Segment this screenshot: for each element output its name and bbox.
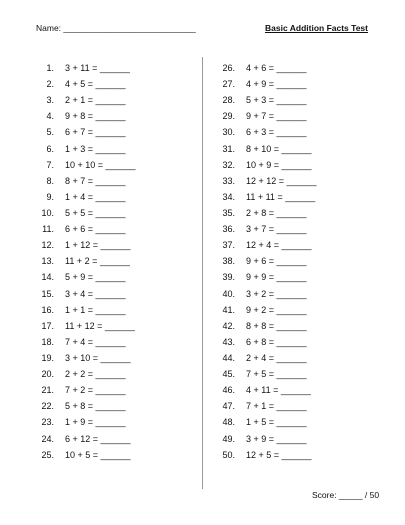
problem-number: 39. bbox=[222, 272, 235, 283]
problem-number: 40. bbox=[222, 288, 235, 299]
problem-expression[interactable]: 11 + 11 = ______ bbox=[246, 191, 316, 202]
name-field-label: Name: ____________________________ bbox=[36, 23, 196, 33]
problem-expression[interactable]: 7 + 2 = ______ bbox=[65, 385, 126, 396]
problem-expression[interactable]: 12 + 4 = ______ bbox=[246, 240, 312, 251]
problem-expression[interactable]: 5 + 9 = ______ bbox=[65, 272, 126, 283]
problem-expression[interactable]: 8 + 10 = ______ bbox=[246, 143, 312, 154]
problem-expression[interactable]: 1 + 4 = ______ bbox=[65, 191, 126, 202]
problem-expression[interactable]: 9 + 9 = ______ bbox=[246, 272, 307, 283]
problem-expression[interactable]: 10 + 5 = ______ bbox=[65, 449, 131, 460]
problem-expression[interactable]: 3 + 2 = ______ bbox=[246, 288, 307, 299]
problem-number: 32. bbox=[222, 159, 235, 170]
problem-number: 30. bbox=[222, 127, 235, 138]
problem-expression[interactable]: 11 + 12 = ______ bbox=[65, 320, 135, 331]
problem-expression[interactable]: 2 + 1 = ______ bbox=[65, 95, 126, 106]
problem-expression[interactable]: 5 + 5 = ______ bbox=[65, 207, 126, 218]
problem-number: 22. bbox=[41, 401, 54, 412]
problem-number: 27. bbox=[222, 79, 235, 90]
problem-expression[interactable]: 9 + 8 = ______ bbox=[65, 111, 126, 122]
problem-number: 37. bbox=[222, 240, 235, 251]
problem-expression[interactable]: 9 + 6 = ______ bbox=[246, 256, 307, 267]
problem-expression[interactable]: 3 + 7 = ______ bbox=[246, 224, 307, 235]
problem-number: 13. bbox=[41, 256, 54, 267]
problem-expression[interactable]: 3 + 11 = ______ bbox=[65, 63, 130, 73]
problem-number: 46. bbox=[222, 385, 235, 396]
problem-number: 18. bbox=[41, 336, 54, 347]
problem-expression[interactable]: 5 + 3 = ______ bbox=[246, 95, 307, 106]
problem-number: 42. bbox=[222, 320, 235, 331]
problem-number: 15. bbox=[41, 288, 54, 299]
problem-expression[interactable]: 4 + 6 = ______ bbox=[246, 63, 307, 73]
problem-expression[interactable]: 4 + 5 = ______ bbox=[65, 79, 126, 90]
problem-number: 4. bbox=[46, 111, 54, 122]
problem-expression[interactable]: 4 + 11 = ______ bbox=[246, 385, 311, 396]
problem-number: 11. bbox=[42, 224, 54, 235]
problem-expression[interactable]: 3 + 10 = ______ bbox=[65, 352, 131, 363]
problem-number: 33. bbox=[222, 175, 235, 186]
problem-number: 44. bbox=[222, 352, 235, 363]
problem-expression[interactable]: 7 + 4 = ______ bbox=[65, 336, 126, 347]
problem-expression[interactable]: 6 + 3 = ______ bbox=[246, 127, 307, 138]
problem-number: 8. bbox=[46, 175, 54, 186]
problem-expression[interactable]: 1 + 9 = ______ bbox=[65, 417, 126, 428]
problem-number: 21. bbox=[41, 385, 54, 396]
problem-expression[interactable]: 9 + 7 = ______ bbox=[246, 111, 307, 122]
problem-number: 2. bbox=[46, 79, 54, 90]
problem-expression[interactable]: 3 + 9 = ______ bbox=[246, 433, 307, 444]
test-title: Basic Addition Facts Test bbox=[265, 23, 368, 33]
problem-expression[interactable]: 6 + 12 = ______ bbox=[65, 433, 131, 444]
problem-number: 16. bbox=[41, 304, 54, 315]
problem-number: 28. bbox=[222, 95, 235, 106]
problem-number: 34. bbox=[222, 191, 235, 202]
problem-expression[interactable]: 2 + 2 = ______ bbox=[65, 369, 126, 380]
problem-number: 29. bbox=[222, 111, 235, 122]
problem-expression[interactable]: 5 + 8 = ______ bbox=[65, 401, 126, 412]
problem-expression[interactable]: 8 + 7 = ______ bbox=[65, 175, 126, 186]
problem-number: 35. bbox=[222, 207, 235, 218]
problem-number: 10. bbox=[41, 207, 54, 218]
problem-number: 43. bbox=[222, 336, 235, 347]
problem-expression[interactable]: 10 + 10 = ______ bbox=[65, 159, 136, 170]
problem-expression[interactable]: 1 + 5 = ______ bbox=[246, 417, 307, 428]
problem-number: 48. bbox=[222, 417, 235, 428]
problem-number: 23. bbox=[41, 417, 54, 428]
problem-expression[interactable]: 7 + 5 = ______ bbox=[246, 369, 307, 380]
problem-expression[interactable]: 6 + 6 = ______ bbox=[65, 224, 126, 235]
problem-number: 41. bbox=[222, 304, 235, 315]
problem-expression[interactable]: 1 + 3 = ______ bbox=[65, 143, 126, 154]
problem-expression[interactable]: 2 + 8 = ______ bbox=[246, 207, 307, 218]
problem-expression[interactable]: 4 + 9 = ______ bbox=[246, 79, 307, 90]
problem-expression[interactable]: 12 + 12 = ______ bbox=[246, 175, 317, 186]
problem-number: 26. bbox=[222, 63, 235, 73]
problem-number: 47. bbox=[222, 401, 235, 412]
problem-number: 49. bbox=[222, 433, 235, 444]
problem-number: 1. bbox=[46, 63, 54, 73]
problem-number: 45. bbox=[222, 369, 235, 380]
problem-number: 20. bbox=[41, 369, 54, 380]
problem-expression[interactable]: 3 + 4 = ______ bbox=[65, 288, 126, 299]
problem-number: 5. bbox=[46, 127, 54, 138]
score-label: Score: _____ / 50 bbox=[312, 490, 380, 500]
problem-number: 24. bbox=[41, 433, 54, 444]
problem-number: 36. bbox=[222, 224, 235, 235]
problem-number: 19. bbox=[41, 352, 54, 363]
problem-number: 50. bbox=[222, 449, 235, 460]
problem-number: 31. bbox=[222, 143, 235, 154]
problem-number: 7. bbox=[46, 159, 54, 170]
problem-expression[interactable]: 8 + 8 = ______ bbox=[246, 320, 307, 331]
problem-expression[interactable]: 10 + 9 = ______ bbox=[246, 159, 312, 170]
problem-expression[interactable]: 12 + 5 = ______ bbox=[246, 449, 312, 460]
problem-number: 14. bbox=[41, 272, 54, 283]
problem-expression[interactable]: 1 + 12 = ______ bbox=[65, 240, 131, 251]
problem-expression[interactable]: 6 + 7 = ______ bbox=[65, 127, 126, 138]
problem-number: 6. bbox=[46, 143, 54, 154]
problem-number: 17. bbox=[41, 320, 54, 331]
problem-expression[interactable]: 1 + 1 = ______ bbox=[65, 304, 126, 315]
problem-expression[interactable]: 9 + 2 = ______ bbox=[246, 304, 307, 315]
problem-number: 38. bbox=[222, 256, 235, 267]
problem-expression[interactable]: 11 + 2 = ______ bbox=[65, 256, 130, 267]
problem-number: 25. bbox=[41, 449, 54, 460]
problem-expression[interactable]: 2 + 4 = ______ bbox=[246, 352, 307, 363]
problem-number: 12. bbox=[41, 240, 54, 251]
problem-expression[interactable]: 7 + 1 = ______ bbox=[246, 401, 307, 412]
problem-expression[interactable]: 6 + 8 = ______ bbox=[246, 336, 307, 347]
problem-number: 9. bbox=[46, 191, 54, 202]
problem-number: 3. bbox=[46, 95, 54, 106]
